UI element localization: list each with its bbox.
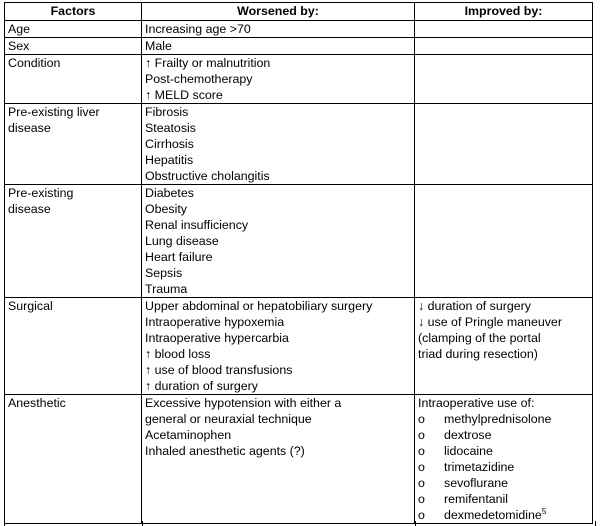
cell-line: Intraoperative hypoxemia bbox=[145, 315, 285, 329]
cell-line: Obstructive cholangitis bbox=[145, 169, 270, 183]
cell-line: Sex bbox=[8, 39, 30, 53]
cell-line: Increasing age >70 bbox=[145, 22, 251, 36]
cell-line: Anesthetic bbox=[8, 396, 66, 410]
cell-line: Upper abdominal or hepatobiliary surgery bbox=[145, 299, 373, 313]
cell-line: Age bbox=[8, 22, 31, 36]
cell-line: Hepatitis bbox=[145, 153, 194, 167]
cell-line: ↑ MELD score bbox=[145, 88, 223, 102]
factor-cell bbox=[5, 104, 142, 185]
cell-line: Excessive hypotension with either a bbox=[145, 396, 342, 410]
bullet-text: trimetazidine bbox=[444, 460, 515, 474]
header-improved-by: Improved by: bbox=[415, 3, 593, 21]
worsened-cell bbox=[142, 395, 415, 524]
improved-intro: Intraoperative use of: bbox=[418, 396, 535, 410]
bullet-marker: o bbox=[418, 444, 425, 458]
cell-line: disease bbox=[8, 121, 51, 135]
bullet-text: dextrose bbox=[444, 428, 492, 442]
cell-line: Surgical bbox=[8, 299, 53, 313]
table-row bbox=[5, 55, 593, 104]
worsened-cell bbox=[142, 21, 415, 38]
cell-line: ↓ duration of surgery bbox=[418, 299, 531, 313]
table-row bbox=[5, 298, 593, 395]
cell-line: Sepsis bbox=[145, 266, 183, 280]
bullet-marker: o bbox=[418, 460, 425, 474]
worsened-cell bbox=[142, 104, 415, 185]
cell-line: Post-chemotherapy bbox=[145, 72, 253, 86]
worsened-cell bbox=[142, 185, 415, 298]
improved-cell bbox=[415, 38, 593, 55]
bullet-marker: o bbox=[418, 508, 425, 522]
cell-line: Heart failure bbox=[145, 250, 213, 264]
cell-line: Pre-existing bbox=[8, 186, 74, 200]
cell-line: Pre-existing liver bbox=[8, 105, 100, 119]
cell-line: general or neuraxial technique bbox=[145, 412, 312, 426]
bullet-text: lidocaine bbox=[444, 444, 493, 458]
table-row bbox=[5, 104, 593, 185]
table-row bbox=[5, 21, 593, 38]
reference-superscript: 5 bbox=[541, 506, 547, 516]
table-row bbox=[5, 38, 593, 55]
table-continuation-edge bbox=[4, 521, 596, 526]
bullet-item bbox=[418, 475, 589, 491]
cell-line: triad during resection) bbox=[418, 347, 538, 361]
cell-line: ↓ use of Pringle maneuver bbox=[418, 315, 562, 329]
factor-cell bbox=[5, 21, 142, 38]
cell-line: Trauma bbox=[145, 282, 188, 296]
cell-line: Renal insufficiency bbox=[145, 218, 249, 232]
cell-line: ↑ blood loss bbox=[145, 347, 211, 361]
cell-line: Cirrhosis bbox=[145, 137, 194, 151]
cell-line: Diabetes bbox=[145, 186, 194, 200]
table-row bbox=[5, 395, 593, 524]
factor-cell bbox=[5, 185, 142, 298]
header-worsened-by: Worsened by: bbox=[142, 3, 415, 21]
cell-line: disease bbox=[8, 202, 51, 216]
column-divider bbox=[142, 521, 143, 526]
worsened-cell bbox=[142, 55, 415, 104]
cell-line: Male bbox=[145, 39, 172, 53]
cell-line: Condition bbox=[8, 56, 61, 70]
bullet-text: dexmedetomidine bbox=[444, 508, 542, 522]
table-row bbox=[5, 185, 593, 298]
cell-line: Obesity bbox=[145, 202, 188, 216]
improved-cell bbox=[415, 55, 593, 104]
cell-line: (clamping of the portal bbox=[418, 331, 541, 345]
cell-line: ↑ duration of surgery bbox=[145, 379, 258, 393]
cell-line: Lung disease bbox=[145, 234, 219, 248]
bullet-item bbox=[418, 491, 589, 507]
cell-line: Acetaminophen bbox=[145, 428, 232, 442]
cell-line: ↑ use of blood transfusions bbox=[145, 363, 293, 377]
worsened-cell bbox=[142, 298, 415, 395]
factor-cell bbox=[5, 38, 142, 55]
bullet-item bbox=[418, 459, 589, 475]
bullet-marker: o bbox=[418, 412, 425, 426]
improved-cell bbox=[415, 21, 593, 38]
improved-cell bbox=[415, 298, 593, 395]
column-divider bbox=[415, 521, 416, 526]
bullet-item bbox=[418, 411, 589, 427]
cell-line: Fibrosis bbox=[145, 105, 189, 119]
liver-injury-factors-table bbox=[4, 2, 593, 524]
bullet-text: remifentanil bbox=[444, 492, 509, 506]
cell-line: Steatosis bbox=[145, 121, 196, 135]
cell-line: ↑ Frailty or malnutrition bbox=[145, 56, 271, 70]
bullet-text: sevoflurane bbox=[444, 476, 509, 490]
cell-line: Inhaled anesthetic agents (?) bbox=[145, 444, 305, 458]
header-row bbox=[5, 3, 593, 21]
factor-cell bbox=[5, 298, 142, 395]
improved-cell bbox=[415, 185, 593, 298]
improved-cell bbox=[415, 395, 593, 524]
bullet-text: methylprednisolone bbox=[444, 412, 552, 426]
worsened-cell bbox=[142, 38, 415, 55]
improved-cell bbox=[415, 104, 593, 185]
factor-cell bbox=[5, 55, 142, 104]
bullet-marker: o bbox=[418, 428, 425, 442]
bullet-marker: o bbox=[418, 492, 425, 506]
bullet-item bbox=[418, 443, 589, 459]
bullet-marker: o bbox=[418, 476, 425, 490]
cell-line: Intraoperative hypercarbia bbox=[145, 331, 289, 345]
bullet-item bbox=[418, 427, 589, 443]
factor-cell bbox=[5, 395, 142, 524]
header-factors: Factors bbox=[5, 3, 142, 21]
